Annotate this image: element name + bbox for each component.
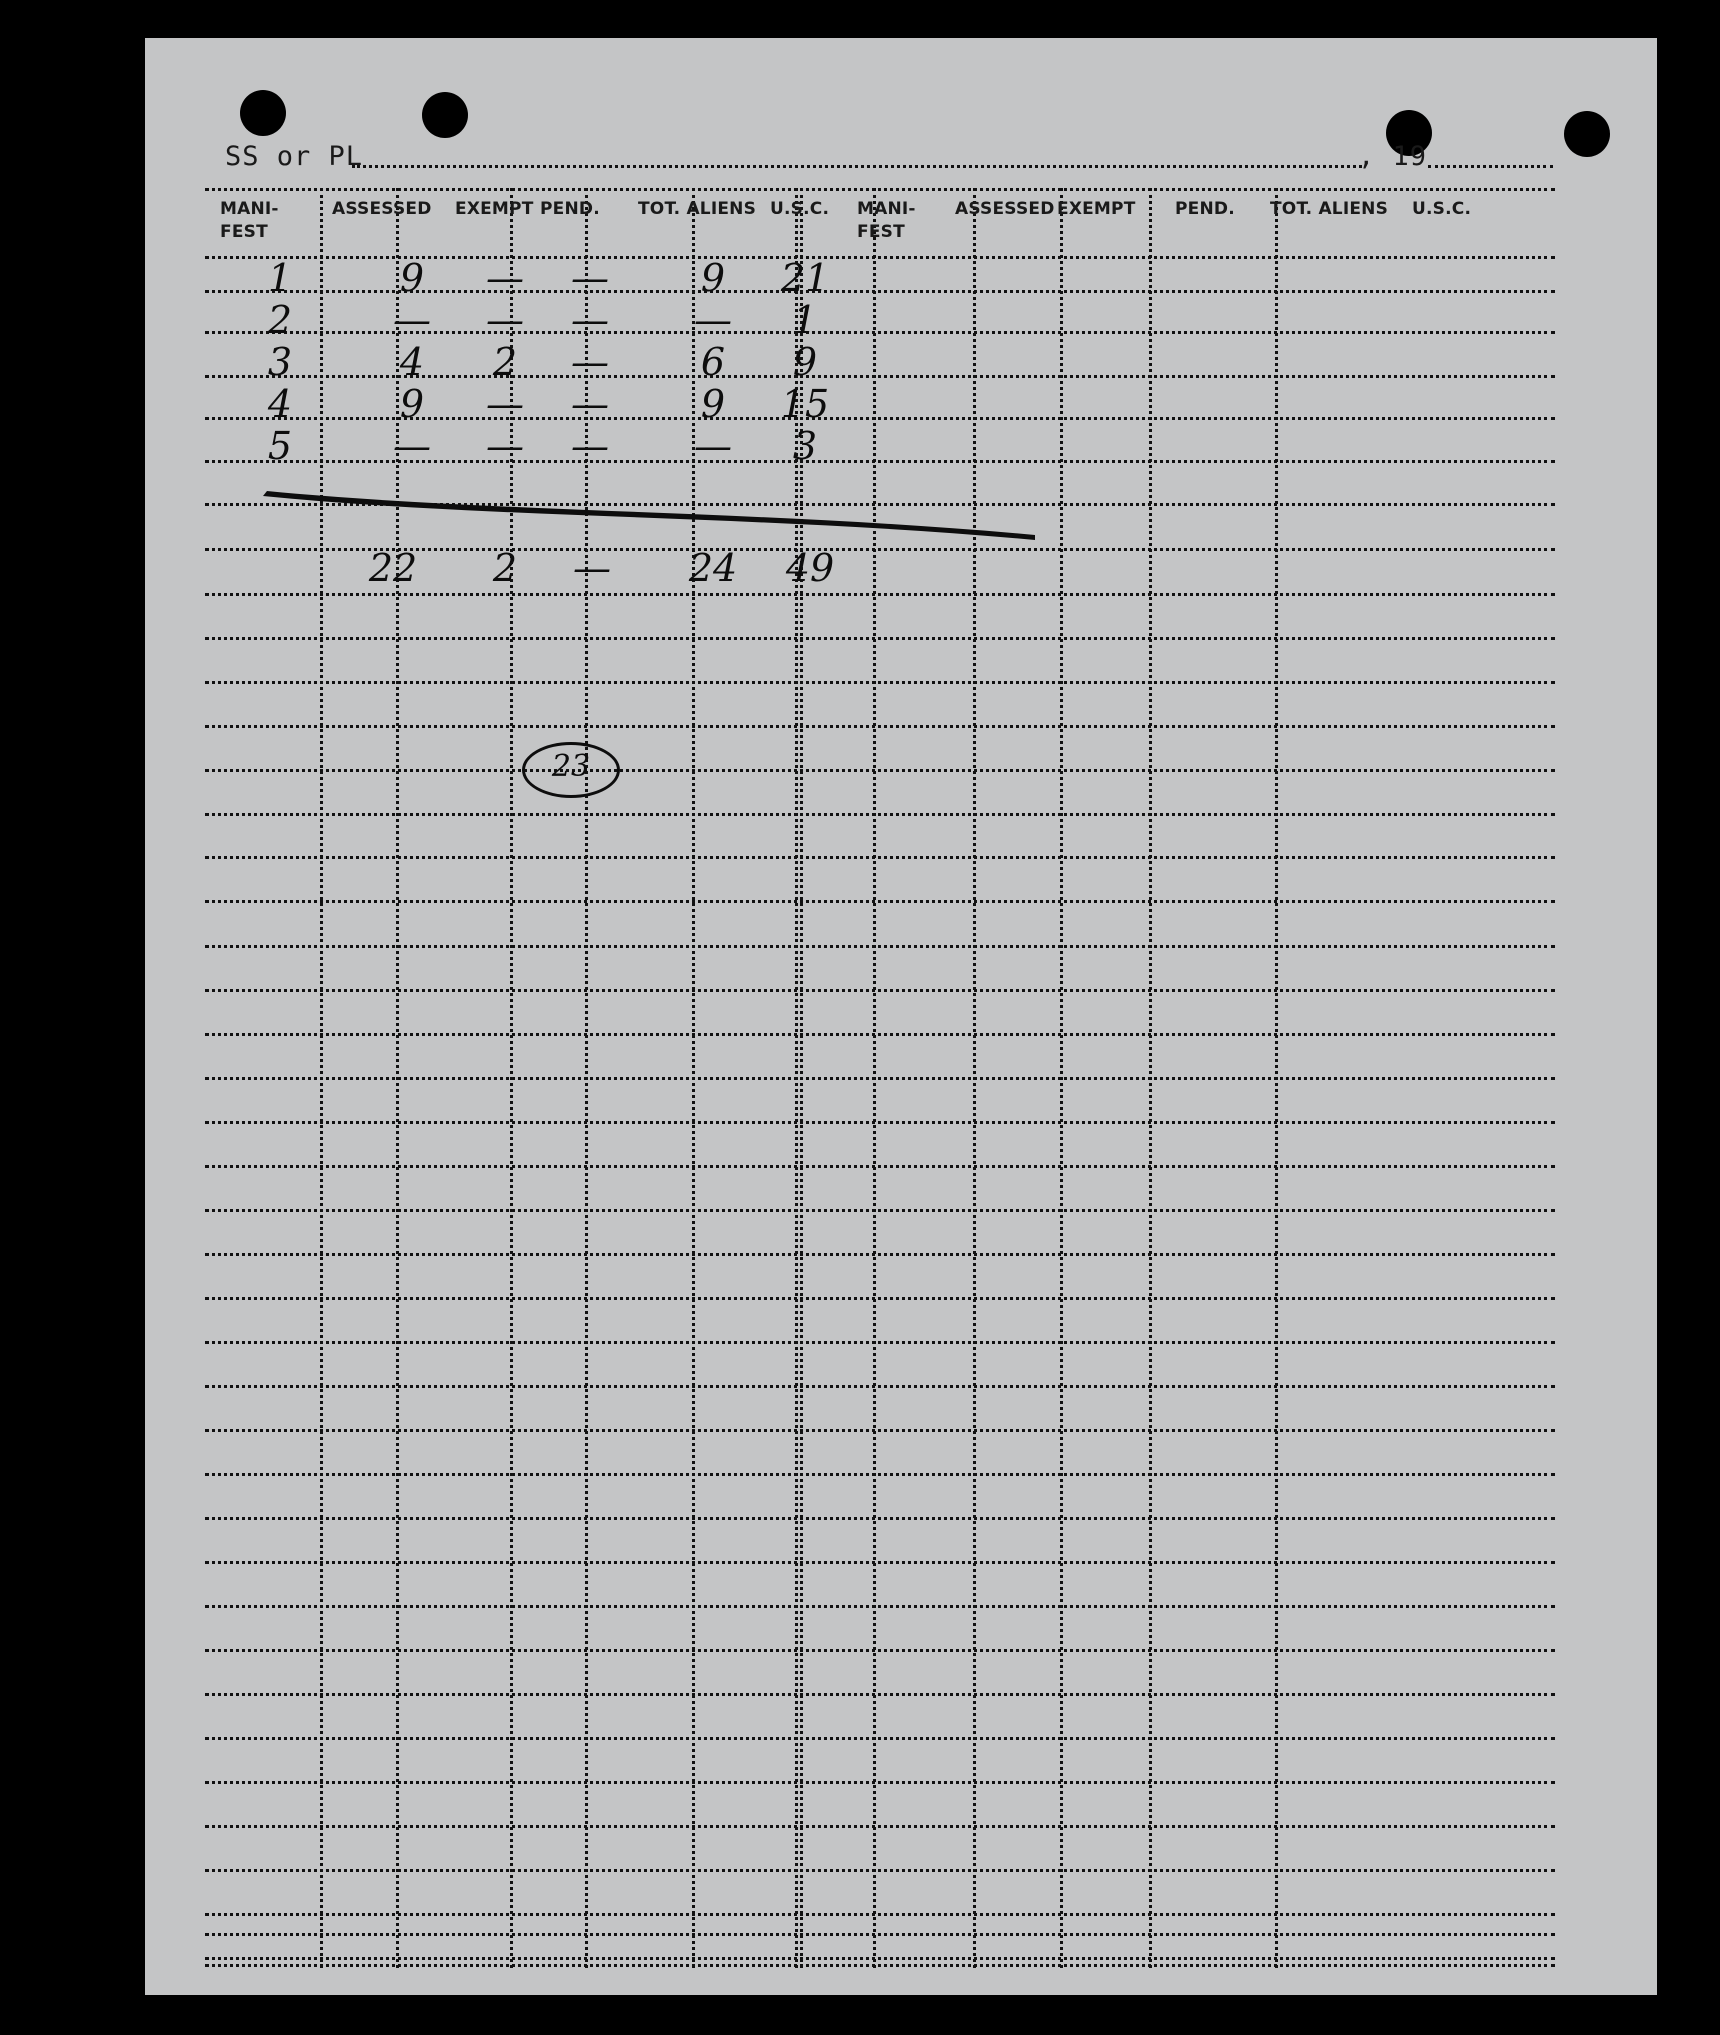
column-header: PEND.: [1175, 199, 1235, 219]
circled-note: [522, 742, 620, 798]
entry-tot-aliens: 9: [700, 382, 726, 426]
column-header: U.S.C.: [770, 199, 830, 219]
entry-exempt: 2: [492, 340, 518, 384]
entry-assessed: 4: [399, 340, 425, 384]
entry-tot-aliens: 6: [700, 340, 726, 384]
entry-manifest: 3: [267, 340, 293, 384]
column-header: TOT. ALIENS: [638, 199, 757, 219]
column-header: EXEMPT: [455, 199, 534, 219]
entry-tot-aliens: —: [694, 298, 732, 342]
total-usc: 49: [785, 546, 835, 590]
column-header: U.S.C.: [1412, 199, 1472, 219]
entry-assessed: —: [393, 298, 431, 342]
entry-pend: —: [571, 256, 609, 300]
total-assessed: 22: [368, 546, 418, 590]
year-prefix: , 19: [1358, 141, 1428, 172]
entry-manifest: 1: [267, 256, 293, 300]
entry-pend: —: [571, 382, 609, 426]
ship-label: SS or PL: [225, 141, 364, 172]
column-header: EXEMPT: [1057, 199, 1136, 219]
total-pend: —: [573, 546, 611, 590]
entry-exempt: —: [486, 298, 524, 342]
entry-pend: —: [571, 340, 609, 384]
entry-manifest: 5: [267, 424, 293, 468]
circled-note-text: 23: [551, 749, 591, 784]
entry-assessed: —: [393, 424, 431, 468]
entry-usc: 3: [792, 424, 818, 468]
entry-tot-aliens: —: [694, 424, 732, 468]
entry-usc: 1: [792, 298, 818, 342]
entry-exempt: —: [486, 382, 524, 426]
entry-exempt: —: [486, 424, 524, 468]
total-tot-aliens: 24: [688, 546, 738, 590]
entry-exempt: —: [486, 256, 524, 300]
entry-pend: —: [571, 424, 609, 468]
column-header: TOT. ALIENS: [1270, 199, 1389, 219]
column-header: MANI- FEST: [220, 199, 279, 242]
column-header: ASSESSED: [955, 199, 1055, 219]
column-header: ASSESSED: [332, 199, 432, 219]
entry-tot-aliens: 9: [700, 256, 726, 300]
total-exempt: 2: [492, 546, 518, 590]
entry-assessed: 9: [399, 382, 425, 426]
column-header: MANI- FEST: [857, 199, 916, 242]
entry-assessed: 9: [399, 256, 425, 300]
entry-manifest: 4: [267, 382, 293, 426]
total-underline: [145, 38, 1657, 1995]
entry-pend: —: [571, 298, 609, 342]
entry-manifest: 2: [267, 298, 293, 342]
entry-usc: 9: [792, 340, 818, 384]
form-sheet: [145, 38, 1657, 1995]
entry-usc: 15: [780, 382, 830, 426]
entry-usc: 21: [780, 256, 830, 300]
column-header: PEND.: [540, 199, 600, 219]
